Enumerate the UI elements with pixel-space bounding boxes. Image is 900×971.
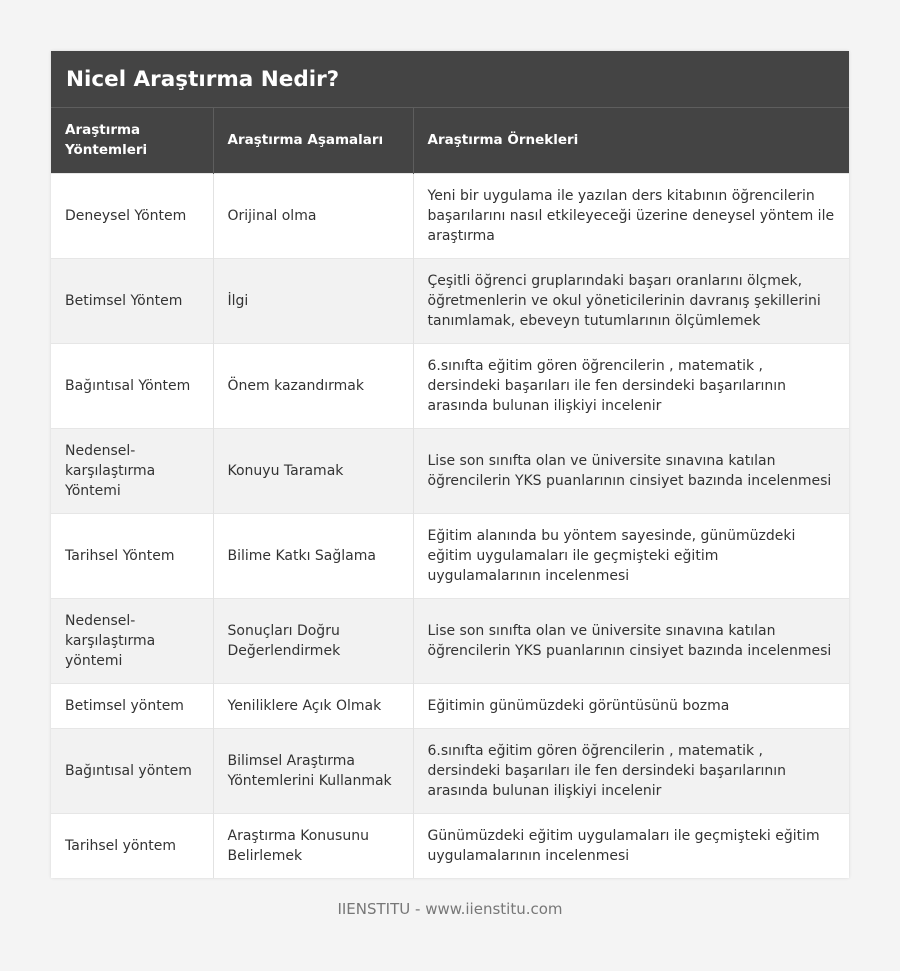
cell-example: Lise son sınıfta olan ve üniversite sınavına katılan öğrencilerin YKS puanlarının cinsiyet bazında incelenmesi: [413, 428, 849, 513]
table-title: Nicel Araştırma Nedir?: [51, 51, 849, 108]
cell-method: Betimsel Yöntem: [51, 258, 213, 343]
cell-stage: Orijinal olma: [213, 173, 413, 258]
cell-stage: Araştırma Konusunu Belirlemek: [213, 813, 413, 878]
cell-example: Yeni bir uygulama ile yazılan ders kitabının öğrencilerin başarılarını nasıl etkileyeceği üzerine deneysel yöntem ile araştırma: [413, 173, 849, 258]
cell-stage: Bilime Katkı Sağlama: [213, 513, 413, 598]
cell-example: Çeşitli öğrenci gruplarındaki başarı oranlarını ölçmek, öğretmenlerin ve okul yöneticilerinin davranış şekillerini tanımlamak, ebeveyn tutumlarının ölçümlemek: [413, 258, 849, 343]
table-row: [51, 813, 849, 878]
column-header-methods: Araştırma Yöntemleri: [51, 108, 213, 173]
cell-stage: Sonuçları Doğru Değerlendirmek: [213, 598, 413, 683]
cell-stage: Yeniliklere Açık Olmak: [213, 683, 413, 728]
cell-method: Betimsel yöntem: [51, 683, 213, 728]
cell-method: Tarihsel yöntem: [51, 813, 213, 878]
cell-example: Eğitimin günümüzdeki görüntüsünü bozma: [413, 683, 849, 728]
cell-method: Tarihsel Yöntem: [51, 513, 213, 598]
cell-method: Bağıntısal Yöntem: [51, 343, 213, 428]
table-card: [51, 51, 849, 878]
cell-example: 6.sınıfta eğitim gören öğrencilerin , matematik , dersindeki başarıları ile fen dersindeki başarılarının arasında bulunan ilişkiyi incelenir: [413, 343, 849, 428]
cell-example: 6.sınıfta eğitim gören öğrencilerin , matematik , dersindeki başarıları ile fen dersindeki başarılarının arasında bulunan ilişkiyi incelenir: [413, 728, 849, 813]
header-row: [51, 108, 849, 173]
column-header-examples: Araştırma Örnekleri: [413, 108, 849, 173]
cell-stage: İlgi: [213, 258, 413, 343]
cell-method: Nedensel-karşılaştırma yöntemi: [51, 598, 213, 683]
cell-example: Lise son sınıfta olan ve üniversite sınavına katılan öğrencilerin YKS puanlarının cinsiyet bazında incelenmesi: [413, 598, 849, 683]
table-row: [51, 343, 849, 428]
cell-method: Nedensel-karşılaştırma Yöntemi: [51, 428, 213, 513]
table-row: [51, 683, 849, 728]
cell-example: Eğitim alanında bu yöntem sayesinde, günümüzdeki eğitim uygulamaları ile geçmişteki eğitim uygulamalarının incelenmesi: [413, 513, 849, 598]
table-row: [51, 728, 849, 813]
table-row: [51, 428, 849, 513]
cell-example: Günümüzdeki eğitim uygulamaları ile geçmişteki eğitim uygulamalarının incelenmesi: [413, 813, 849, 878]
cell-method: Bağıntısal yöntem: [51, 728, 213, 813]
table-row: [51, 258, 849, 343]
cell-stage: Önem kazandırmak: [213, 343, 413, 428]
table-row: [51, 513, 849, 598]
cell-stage: Konuyu Taramak: [213, 428, 413, 513]
data-table: [51, 108, 849, 878]
table-row: [51, 173, 849, 258]
cell-method: Deneysel Yöntem: [51, 173, 213, 258]
footer-credit: IIENSTITU - www.iienstitu.com: [337, 900, 563, 918]
column-header-stages: Araştırma Aşamaları: [213, 108, 413, 173]
cell-stage: Bilimsel Araştırma Yöntemlerini Kullanmak: [213, 728, 413, 813]
table-row: [51, 598, 849, 683]
